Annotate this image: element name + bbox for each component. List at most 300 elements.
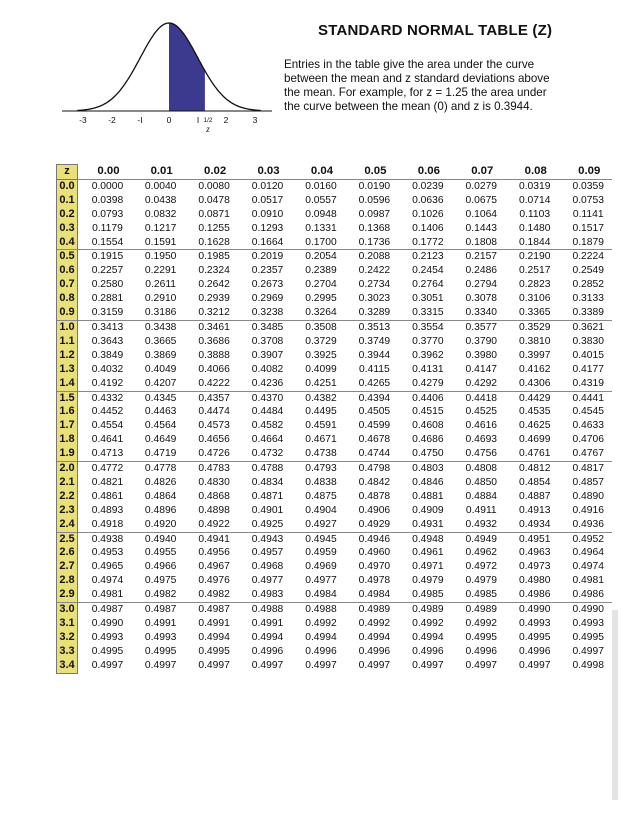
table-cell: 0.4925 xyxy=(251,518,284,530)
table-cell: 0.4808 xyxy=(452,462,505,476)
table-cell: 0.3389 xyxy=(572,307,604,319)
table-cell: 0.4817 xyxy=(558,462,612,476)
table-cell: 0.4591 xyxy=(305,420,337,432)
row-z-value: 3.2 xyxy=(57,631,78,645)
table-cell: 0.4864 xyxy=(144,490,177,502)
table-cell: 0.4649 xyxy=(144,434,177,446)
table-cell: 0.4896 xyxy=(144,504,177,516)
table-cell: 0.4292 xyxy=(465,377,498,389)
table-cell: 0.3962 xyxy=(412,349,444,361)
table-cell: 0.4887 xyxy=(518,490,551,502)
row-z-value: 2.7 xyxy=(57,560,78,574)
table-row xyxy=(57,560,613,574)
table-cell: 0.1331 xyxy=(305,222,337,234)
table-cell: 0.4884 xyxy=(465,490,498,502)
table-cell: 0.4993 xyxy=(518,618,551,629)
table-cell: 0.4803 xyxy=(398,462,451,476)
table-cell: 0.4015 xyxy=(572,349,604,361)
table-cell: 0.0319 xyxy=(505,179,558,193)
table-cell: 0.2123 xyxy=(398,250,451,264)
column-header: 0.07 xyxy=(471,164,494,177)
table-cell: 0.2881 xyxy=(91,293,124,305)
table-cell: 0.4963 xyxy=(518,547,551,559)
table-cell: 0.4996 xyxy=(358,645,391,657)
table-cell: 0.1844 xyxy=(518,236,551,248)
row-z-value: 0.6 xyxy=(57,264,78,278)
row-z-value: 2.1 xyxy=(57,476,78,490)
table-cell: 0.4987 xyxy=(78,603,131,617)
table-cell: 0.3289 xyxy=(358,307,391,319)
table-cell: 0.4744 xyxy=(358,448,391,460)
table-cell: 0.3438 xyxy=(131,320,184,334)
table-cell: 0.4693 xyxy=(465,434,498,446)
table-cell: 0.3212 xyxy=(198,307,230,319)
table-cell: 0.4991 xyxy=(198,618,230,629)
table-cell: 0.4988 xyxy=(291,603,344,617)
table-cell: 0.4554 xyxy=(91,420,124,432)
table-cell: 0.2910 xyxy=(144,293,177,305)
row-z-value: 0.8 xyxy=(57,292,78,306)
table-cell: 0.3461 xyxy=(184,320,237,334)
table-cell: 0.4960 xyxy=(358,547,391,559)
table-cell: 0.4838 xyxy=(305,476,337,488)
table-cell: 0.2257 xyxy=(91,265,124,277)
table-cell: 0.1879 xyxy=(572,236,604,248)
table-row xyxy=(57,349,613,363)
description-line: Entries in the table give the area under the curve xyxy=(284,58,535,71)
table-cell: 0.4207 xyxy=(144,377,177,389)
table-cell: 0.4878 xyxy=(358,490,391,502)
row-z-value: 0.0 xyxy=(57,179,78,193)
table-cell: 0.2324 xyxy=(198,265,230,277)
table-cell: 0.4441 xyxy=(558,391,612,405)
row-z-value: 1.4 xyxy=(57,377,78,391)
table-cell: 0.1517 xyxy=(572,222,604,234)
table-cell: 0.4641 xyxy=(91,434,124,446)
table-cell: 0.1368 xyxy=(358,222,391,234)
table-row xyxy=(57,504,613,518)
table-cell: 0.2157 xyxy=(452,250,505,264)
table-row xyxy=(57,645,613,659)
table-cell: 0.3023 xyxy=(358,293,391,305)
table-cell: 0.2823 xyxy=(518,279,551,291)
table-cell: 0.4974 xyxy=(91,575,124,587)
table-cell: 0.4131 xyxy=(412,363,444,375)
table-cell: 0.4982 xyxy=(144,589,177,601)
row-z-value: 1.9 xyxy=(57,447,78,461)
table-cell: 0.4959 xyxy=(305,547,337,559)
table-cell: 0.4996 xyxy=(412,645,444,657)
table-cell: 0.2794 xyxy=(465,279,498,291)
table-cell: 0.4599 xyxy=(358,420,391,432)
table-row xyxy=(57,532,613,546)
table-cell: 0.4992 xyxy=(412,618,444,629)
table-cell: 0.2389 xyxy=(305,265,337,277)
table-cell: 0.0517 xyxy=(251,194,284,206)
table-cell: 0.4279 xyxy=(412,377,444,389)
table-cell: 0.4967 xyxy=(198,561,230,573)
table-cell: 0.4980 xyxy=(518,575,551,587)
table-cell: 0.4678 xyxy=(358,434,391,446)
description xyxy=(284,58,584,114)
table-row xyxy=(57,278,613,292)
table-row xyxy=(57,264,613,278)
table-cell: 0.4989 xyxy=(452,603,505,617)
table-cell: 0.4778 xyxy=(131,462,184,476)
table-cell: 0.4995 xyxy=(144,645,177,657)
table-cell: 0.2580 xyxy=(91,279,124,291)
table-cell: 0.4981 xyxy=(91,589,124,601)
table-cell: 0.4995 xyxy=(518,631,551,643)
table-cell: 0.4881 xyxy=(412,490,444,502)
table-cell: 0.3264 xyxy=(305,307,337,319)
table-cell: 0.4979 xyxy=(465,575,498,587)
table-cell: 0.0359 xyxy=(558,179,612,193)
table-cell: 0.4941 xyxy=(184,532,237,546)
table-cell: 0.0040 xyxy=(131,179,184,193)
table-cell: 0.4981 xyxy=(572,575,604,587)
table-cell: 0.4987 xyxy=(131,603,184,617)
row-z-value: 0.5 xyxy=(57,250,78,264)
table-cell: 0.4966 xyxy=(144,561,177,573)
table-cell: 0.1255 xyxy=(198,222,230,234)
table-cell: 0.2019 xyxy=(238,250,291,264)
table-cell: 0.4997 xyxy=(358,659,391,671)
table-cell: 0.4772 xyxy=(78,462,131,476)
table-cell: 0.1443 xyxy=(465,222,498,234)
row-z-value: 0.4 xyxy=(57,236,78,250)
z-column-header: z xyxy=(57,165,78,180)
table-cell: 0.4978 xyxy=(358,575,391,587)
table-cell: 0.4850 xyxy=(465,476,498,488)
table-cell: 0.4994 xyxy=(412,631,444,643)
table-row xyxy=(57,306,613,320)
table-cell: 0.4974 xyxy=(572,561,604,573)
table-cell: 0.4964 xyxy=(572,547,604,559)
table-cell: 0.4984 xyxy=(358,589,391,601)
table-cell: 0.4927 xyxy=(305,518,337,530)
table-cell: 0.4976 xyxy=(198,575,230,587)
table-cell: 0.1179 xyxy=(92,222,123,234)
table-cell: 0.4932 xyxy=(465,518,498,530)
table-cell: 0.4798 xyxy=(345,462,398,476)
table-cell: 0.4913 xyxy=(518,504,551,516)
table-cell: 0.4945 xyxy=(291,532,344,546)
table-cell: 0.4854 xyxy=(518,476,551,488)
table-cell: 0.4545 xyxy=(572,406,604,418)
table-row xyxy=(57,659,613,673)
table-cell: 0.4906 xyxy=(358,504,391,516)
table-cell: 0.1950 xyxy=(131,250,184,264)
table-row xyxy=(57,250,613,264)
table-cell: 0.3869 xyxy=(144,349,177,361)
table-cell: 0.4608 xyxy=(412,420,444,432)
table-cell: 0.4686 xyxy=(412,434,444,446)
table-cell: 0.3907 xyxy=(251,349,284,361)
table-cell: 0.4916 xyxy=(572,504,604,516)
table-cell: 0.4857 xyxy=(572,476,604,488)
table-cell: 0.0871 xyxy=(198,208,230,220)
table-cell: 0.4382 xyxy=(291,391,344,405)
table-cell: 0.4049 xyxy=(144,363,177,375)
row-z-value: 2.3 xyxy=(57,504,78,518)
table-cell: 0.2734 xyxy=(358,279,391,291)
table-cell: 0.2357 xyxy=(251,265,284,277)
table-cell: 0.4973 xyxy=(518,561,551,573)
table-cell: 0.4032 xyxy=(91,363,124,375)
table-cell: 0.2224 xyxy=(558,250,612,264)
table-cell: 0.4997 xyxy=(518,659,551,671)
column-header: 0.00 xyxy=(97,164,120,177)
table-cell: 0.4992 xyxy=(358,618,391,629)
row-z-value: 2.4 xyxy=(57,518,78,532)
table-cell: 0.4505 xyxy=(358,406,391,418)
description-line: the curve between the mean (0) and z is 0.3944. xyxy=(284,100,533,113)
table-cell: 0.2995 xyxy=(305,293,337,305)
table-cell: 0.3315 xyxy=(412,307,444,319)
table-row xyxy=(57,462,613,476)
table-cell: 0.4306 xyxy=(518,377,551,389)
table-cell: 0.4812 xyxy=(505,462,558,476)
tick-label-0: 0 xyxy=(166,115,172,125)
table-cell: 0.2611 xyxy=(145,279,177,291)
table-cell: 0.4898 xyxy=(198,504,230,516)
table-cell: 0.1591 xyxy=(144,236,177,248)
table-cell: 0.2642 xyxy=(198,279,230,291)
column-header: 0.04 xyxy=(310,164,334,177)
table-cell: 0.3849 xyxy=(91,349,124,361)
table-cell: 0.4830 xyxy=(198,476,230,488)
table-cell: 0.2517 xyxy=(518,265,551,277)
table-cell: 0.0398 xyxy=(91,194,124,206)
table-cell: 0.0279 xyxy=(452,179,505,193)
table-cell: 0.4994 xyxy=(251,631,284,643)
table-cell: 0.2852 xyxy=(572,279,604,291)
table-cell: 0.4938 xyxy=(78,532,131,546)
table-cell: 0.4997 xyxy=(198,659,230,671)
table-cell: 0.1772 xyxy=(412,236,444,248)
table-cell: 0.0160 xyxy=(291,179,344,193)
table-row xyxy=(57,617,613,631)
table-cell: 0.4788 xyxy=(238,462,291,476)
table-cell: 0.4738 xyxy=(305,448,337,460)
table-cell: 0.4998 xyxy=(572,659,604,671)
table-cell: 0.4986 xyxy=(572,589,604,601)
tick-label-1: I xyxy=(196,115,200,125)
table-cell: 0.4115 xyxy=(359,363,390,375)
table-cell: 0.4949 xyxy=(452,532,505,546)
table-cell: 0.4909 xyxy=(412,504,444,516)
table-cell: 0.2704 xyxy=(305,279,337,291)
table-cell: 0.4418 xyxy=(452,391,505,405)
table-cell: 0.4969 xyxy=(305,561,337,573)
table-cell: 0.3925 xyxy=(305,349,337,361)
table-cell: 0.4147 xyxy=(465,363,498,375)
table-row xyxy=(57,603,613,617)
table-cell: 0.1915 xyxy=(78,250,131,264)
table-cell: 0.4633 xyxy=(572,420,604,432)
table-cell: 0.4940 xyxy=(131,532,184,546)
table-cell: 0.4875 xyxy=(305,490,337,502)
table-cell: 0.4345 xyxy=(131,391,184,405)
table-cell: 0.4971 xyxy=(412,561,444,573)
table-cell: 0.3770 xyxy=(412,335,444,347)
row-z-value: 2.8 xyxy=(57,574,78,588)
table-row xyxy=(57,236,613,250)
table-cell: 0.3106 xyxy=(518,293,551,305)
table-cell: 0.4901 xyxy=(251,504,284,516)
table-row xyxy=(57,419,613,433)
table-cell: 0.4988 xyxy=(238,603,291,617)
table-cell: 0.1141 xyxy=(572,208,604,220)
table-cell: 0.0753 xyxy=(572,194,604,206)
table-cell: 0.3944 xyxy=(358,349,391,361)
table-cell: 0.4975 xyxy=(144,575,177,587)
table-cell: 0.2454 xyxy=(412,265,444,277)
table-cell: 0.4989 xyxy=(345,603,398,617)
table-cell: 0.4893 xyxy=(91,504,124,516)
table-cell: 0.4997 xyxy=(144,659,177,671)
row-z-value: 1.2 xyxy=(57,349,78,363)
table-cell: 0.4993 xyxy=(91,631,124,643)
row-z-value: 0.1 xyxy=(57,194,78,208)
table-cell: 0.3413 xyxy=(78,320,131,334)
table-cell: 0.4463 xyxy=(144,406,177,418)
table-cell: 0.4994 xyxy=(305,631,337,643)
table-cell: 0.0478 xyxy=(198,194,230,206)
table-row xyxy=(57,335,613,349)
row-z-value: 3.0 xyxy=(57,603,78,617)
table-cell: 0.1736 xyxy=(358,236,391,248)
table-cell: 0.0675 xyxy=(465,194,498,206)
row-z-value: 2.2 xyxy=(57,490,78,504)
table-cell: 0.4993 xyxy=(144,631,177,643)
table-cell: 0.4995 xyxy=(91,645,124,657)
table-cell: 0.4996 xyxy=(518,645,551,657)
table-cell: 0.3238 xyxy=(251,307,284,319)
table-cell: 0.4983 xyxy=(251,589,284,601)
table-cell: 0.4251 xyxy=(305,377,337,389)
table-cell: 0.4726 xyxy=(198,448,230,460)
table-cell: 0.0080 xyxy=(184,179,237,193)
tick-label-neg3: -3 xyxy=(79,115,87,125)
table-cell: 0.4082 xyxy=(251,363,284,375)
table-cell: 0.4357 xyxy=(184,391,237,405)
table-row xyxy=(57,546,613,560)
table-cell: 0.4162 xyxy=(518,363,551,375)
tick-label-neg2: -2 xyxy=(108,115,116,125)
axis-tick-labels xyxy=(79,115,257,125)
table-cell: 0.4834 xyxy=(251,476,284,488)
column-header: 0.03 xyxy=(257,164,280,177)
table-cell: 0.4370 xyxy=(238,391,291,405)
table-cell: 0.0190 xyxy=(345,179,398,193)
row-z-value: 2.6 xyxy=(57,546,78,560)
table-cell: 0.4904 xyxy=(305,504,337,516)
table-cell: 0.4664 xyxy=(251,434,284,446)
row-z-value: 1.8 xyxy=(57,433,78,447)
table-cell: 0.4955 xyxy=(144,547,177,559)
header-row xyxy=(57,165,613,180)
table-cell: 0.4573 xyxy=(198,420,230,432)
table-cell: 0.4495 xyxy=(305,406,337,418)
table-cell: 0.4929 xyxy=(358,518,391,530)
table-cell: 0.3051 xyxy=(412,293,444,305)
table-cell: 0.4990 xyxy=(91,618,124,629)
table-cell: 0.4936 xyxy=(572,518,604,530)
table-cell: 0.1103 xyxy=(519,208,551,220)
table-cell: 0.2054 xyxy=(291,250,344,264)
table-cell: 0.4767 xyxy=(572,448,604,460)
table-cell: 0.4671 xyxy=(305,434,337,446)
table-cell: 0.4996 xyxy=(251,645,284,657)
table-cell: 0.3749 xyxy=(358,335,391,347)
table-cell: 0.3665 xyxy=(144,335,177,347)
table-cell: 0.4319 xyxy=(572,377,604,389)
table-cell: 0.4979 xyxy=(412,575,444,587)
table-row xyxy=(57,574,613,588)
row-z-value: 3.1 xyxy=(57,617,78,631)
fraction-label: 1/2 xyxy=(203,117,213,124)
table-cell: 0.4783 xyxy=(184,462,237,476)
table-cell: 0.2764 xyxy=(412,279,444,291)
table-cell: 0.4934 xyxy=(518,518,551,530)
row-z-value: 3.4 xyxy=(57,659,78,673)
table-cell: 0.4394 xyxy=(345,391,398,405)
table-cell: 0.0832 xyxy=(144,208,177,220)
table-cell: 0.4986 xyxy=(518,589,551,601)
table-cell: 0.4991 xyxy=(251,618,284,629)
table-cell: 0.4699 xyxy=(518,434,551,446)
table-cell: 0.4474 xyxy=(198,406,230,418)
table-row xyxy=(57,363,613,377)
table-row xyxy=(57,179,613,193)
table-cell: 0.4564 xyxy=(144,420,177,432)
description-line: the mean. For example, for z = 1.25 the area under xyxy=(284,86,547,99)
row-z-value: 3.3 xyxy=(57,645,78,659)
table-cell: 0.0239 xyxy=(398,179,451,193)
table-cell: 0.3621 xyxy=(558,320,612,334)
table-cell: 0.1554 xyxy=(91,236,124,248)
row-z-value: 1.3 xyxy=(57,363,78,377)
row-z-value: 2.5 xyxy=(57,532,78,546)
table-cell: 0.4997 xyxy=(465,659,498,671)
table-cell: 0.4990 xyxy=(505,603,558,617)
table-cell: 0.4972 xyxy=(465,561,498,573)
table-cell: 0.4656 xyxy=(198,434,230,446)
table-cell: 0.4535 xyxy=(518,406,551,418)
table-row xyxy=(57,208,613,222)
row-z-value: 1.6 xyxy=(57,405,78,419)
table-cell: 0.4991 xyxy=(144,618,177,629)
table-cell: 0.4515 xyxy=(412,406,444,418)
table-cell: 0.1217 xyxy=(144,222,177,234)
table-cell: 0.3729 xyxy=(305,335,337,347)
column-header: 0.06 xyxy=(417,164,440,177)
table-cell: 0.4943 xyxy=(238,532,291,546)
row-z-value: 0.7 xyxy=(57,278,78,292)
table-cell: 0.0596 xyxy=(358,194,391,206)
table-cell: 0.4177 xyxy=(572,363,604,375)
column-header: 0.02 xyxy=(204,164,227,177)
table-cell: 0.4997 xyxy=(412,659,444,671)
shaded-area xyxy=(169,23,205,111)
table-cell: 0.4920 xyxy=(144,518,177,530)
table-cell: 0.4997 xyxy=(305,659,337,671)
table-cell: 0.4994 xyxy=(198,631,230,643)
table-cell: 0.1985 xyxy=(184,250,237,264)
table-cell: 0.4995 xyxy=(465,631,498,643)
